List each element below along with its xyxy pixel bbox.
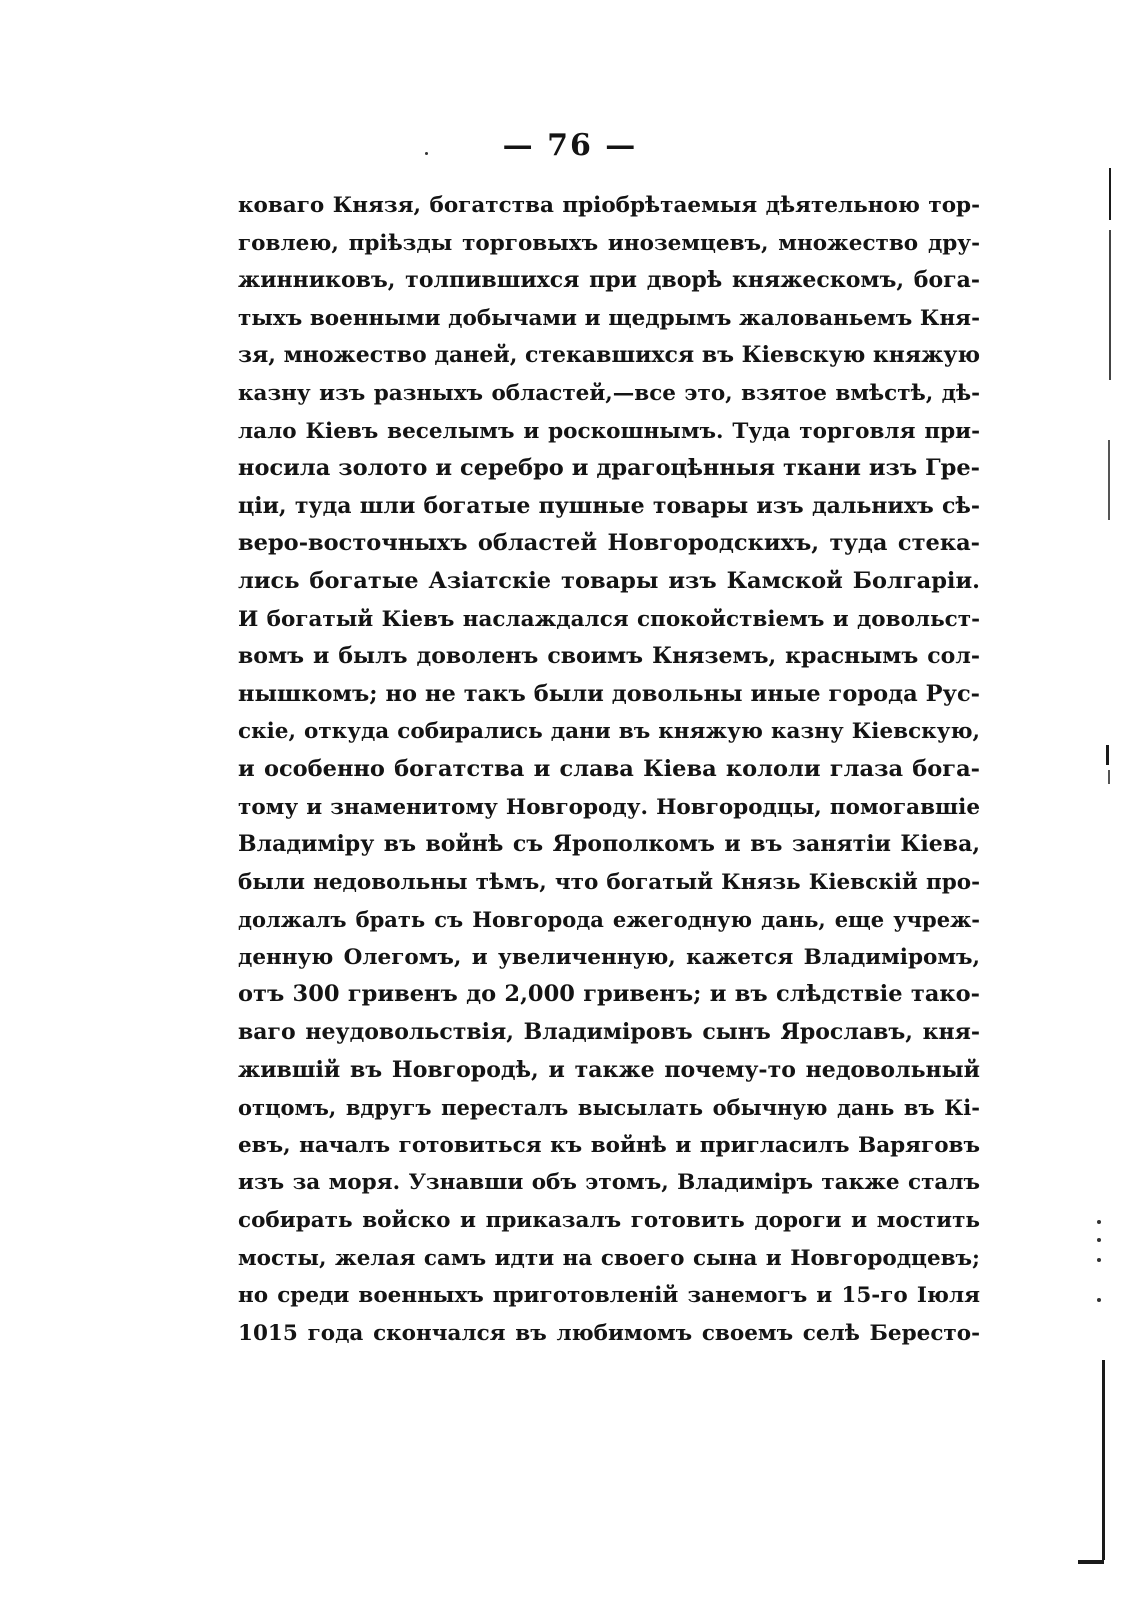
text-line: изъ за моря. Узнавши объ этомъ, Владиміръ также сталъ	[238, 1170, 980, 1196]
text-line: лало Кіевъ веселымъ и роскошнымъ. Туда торговля при-	[238, 418, 980, 444]
text-line: евъ, началъ готовиться къ войнѣ и пригласилъ Варяговъ	[238, 1132, 980, 1158]
scan-artifact	[1106, 745, 1109, 765]
text-line: жинниковъ, толпившихся при дворѣ княжескомъ, бога-	[238, 267, 980, 294]
text-line: веро-восточныхъ областей Новгородскихъ, туда стека-	[238, 530, 980, 557]
text-line: тому и знаменитому Новгороду. Новгородцы, помогавшіе	[238, 794, 980, 820]
text-line: нышкомъ; но не такъ были довольны иные города Рус-	[238, 680, 980, 707]
text-line: тыхъ военными добычами и щедрымъ жалованьемъ Кня-	[238, 305, 980, 331]
text-line: отцомъ, вдругъ пересталъ высылать обычную дань въ Кі-	[238, 1095, 980, 1121]
text-line: казну изъ разныхъ областей,—все это, взятое вмѣстѣ, дѣ-	[238, 380, 980, 406]
scan-artifact	[425, 152, 428, 155]
scan-artifact	[1109, 168, 1111, 220]
text-line: были недовольны тѣмъ, что богатый Князь Кіевскій про-	[238, 869, 980, 895]
text-line: денную Олегомъ, и увеличенную, кажется Владиміромъ,	[238, 944, 980, 970]
scan-artifact	[1097, 1220, 1101, 1224]
text-line: и особенно богатства и слава Кіева кололи глаза бога-	[238, 755, 980, 782]
text-line: мосты, желая самъ идти на своего сына и Новгородцевъ;	[238, 1245, 980, 1271]
text-line: И богатый Кіевъ наслаждался спокойствіемъ и довольст-	[238, 606, 980, 632]
text-line: скіе, откуда собирались дани въ княжую казну Кіевскую,	[238, 719, 980, 745]
scan-artifact	[1108, 440, 1110, 520]
body-text	[238, 187, 980, 1352]
text-line: носила золото и серебро и драгоцѣнныя ткани изъ Гре-	[238, 455, 980, 482]
scan-artifact	[1102, 1360, 1105, 1560]
text-line: но среди военныхъ приготовленій занемогъ и 15-го Іюля	[238, 1283, 980, 1309]
text-line: ціи, туда шли богатые пушные товары изъ дальнихъ сѣ-	[238, 492, 980, 519]
text-line: отъ 300 гривенъ до 2,000 гривенъ; и въ слѣдствіе тако-	[238, 981, 980, 1008]
text-line: коваго Князя, богатства пріобрѣтаемыя дѣятельною тор-	[238, 193, 980, 218]
text-line: должалъ брать съ Новгорода ежегодную дань, еще учреж-	[238, 907, 980, 933]
scan-artifact	[1108, 770, 1110, 784]
text-line: Владиміру въ войнѣ съ Ярополкомъ и въ занятіи Кіева,	[238, 831, 980, 858]
page-number: — 76 —	[502, 128, 638, 163]
text-line: жившій въ Новгородѣ, и также почему-то недовольный	[238, 1056, 980, 1083]
text-line: ваго неудовольствія, Владиміровъ сынъ Ярославъ, кня-	[238, 1019, 980, 1046]
text-line: говлею, пріѣзды торговыхъ иноземцевъ, множество дру-	[238, 230, 980, 256]
scan-artifact	[1097, 1238, 1101, 1242]
text-line: 1015 года скончался въ любимомъ своемъ селѣ Бересто-	[238, 1320, 980, 1346]
scan-artifact	[1078, 1560, 1104, 1564]
text-line: вомъ и былъ доволенъ своимъ Княземъ, краснымъ сол-	[238, 643, 980, 670]
scan-artifact	[1097, 1298, 1101, 1302]
text-line: зя, множество даней, стекавшихся въ Кіевскую княжую	[238, 342, 980, 369]
scan-artifact	[1109, 230, 1111, 380]
scan-artifact	[1097, 1258, 1101, 1262]
text-line: лись богатые Азіатскіе товары изъ Камской Болгаріи.	[238, 567, 980, 594]
text-line: собирать войско и приказалъ готовить дороги и мостить	[238, 1208, 980, 1234]
